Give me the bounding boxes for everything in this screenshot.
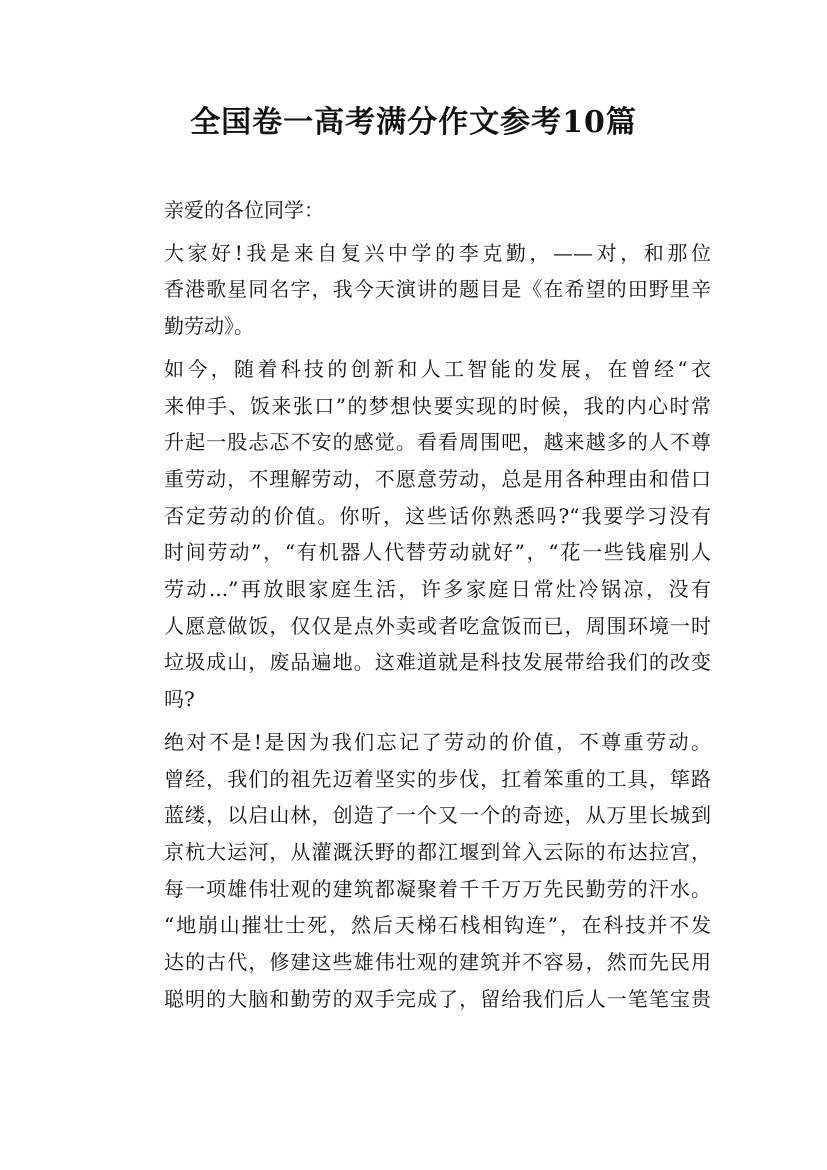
text-line: 垃圾成山，废品遍地。这难道就是科技发展带给我们的改变 xyxy=(164,650,711,675)
text-line: 曾经，我们的祖先迈着坚实的步伐，扛着笨重的工具，筚路 xyxy=(164,766,711,791)
text-line: 升起一股忐忑不安的感觉。看看周围吧，越来越多的人不尊 xyxy=(164,430,711,455)
text-line: 时间劳动”，“有机器人代替劳动就好”，“花一些钱雇别人 xyxy=(164,540,711,565)
paragraph-observation xyxy=(124,351,711,718)
text-line: 京杭大运河，从灌溉沃野的都江堰到耸入云际的布达拉宫， xyxy=(164,839,711,864)
text-line: 香港歌星同名字，我今天演讲的题目是《在希望的田野里辛 xyxy=(164,277,711,302)
paragraph-intro xyxy=(124,235,711,345)
text-line: 蓝缕，以启山林，创造了一个又一个的奇迹，从万里长城到 xyxy=(164,803,711,828)
text-line: 大家好!我是来自复兴中学的李克勤，——对，和那位 xyxy=(164,240,711,265)
paragraph-history xyxy=(124,724,711,1018)
text-line: 吗? xyxy=(164,687,195,712)
greeting xyxy=(124,192,711,229)
text-line: 人愿意做饭，仅仅是点外卖或者吃盒饭而已，周围环境一时 xyxy=(164,613,711,638)
text-line: 达的古代，修建这些雄伟壮观的建筑并不容易，然而先民用 xyxy=(164,950,711,975)
document-body xyxy=(124,192,711,1023)
text-line: 如今，随着科技的创新和人工智能的发展，在曾经“衣 xyxy=(164,356,711,381)
document-title: 全国卷一高考满分作文参考10篇 xyxy=(190,105,637,140)
text-line: 劳动...”再放眼家庭生活，许多家庭日常灶冷锅凉，没有 xyxy=(164,577,711,602)
text-line: 重劳动，不理解劳动，不愿意劳动，总是用各种理由和借口 xyxy=(164,466,711,491)
text-line: 聪明的大脑和勤劳的双手完成了，留给我们后人一笔笔宝贵 xyxy=(164,986,711,1011)
text-line: “地崩山摧壮士死，然后天梯石栈相钩连”，在科技并不发 xyxy=(164,913,711,938)
text-line: 每一项雄伟壮观的建筑都凝聚着千千万万先民勤劳的汗水。 xyxy=(164,876,711,901)
text-line: 勤劳动》。 xyxy=(164,314,254,339)
text-line: 来伸手、饭来张口”的梦想快要实现的时候，我的内心时常 xyxy=(164,393,711,418)
text-line: 否定劳动的价值。你听，这些话你熟悉吗?“我要学习没有 xyxy=(164,503,711,528)
text-line: 亲爱的各位同学： xyxy=(164,198,324,222)
text-line: 绝对不是!是因为我们忘记了劳动的价值，不尊重劳动。 xyxy=(164,729,711,754)
